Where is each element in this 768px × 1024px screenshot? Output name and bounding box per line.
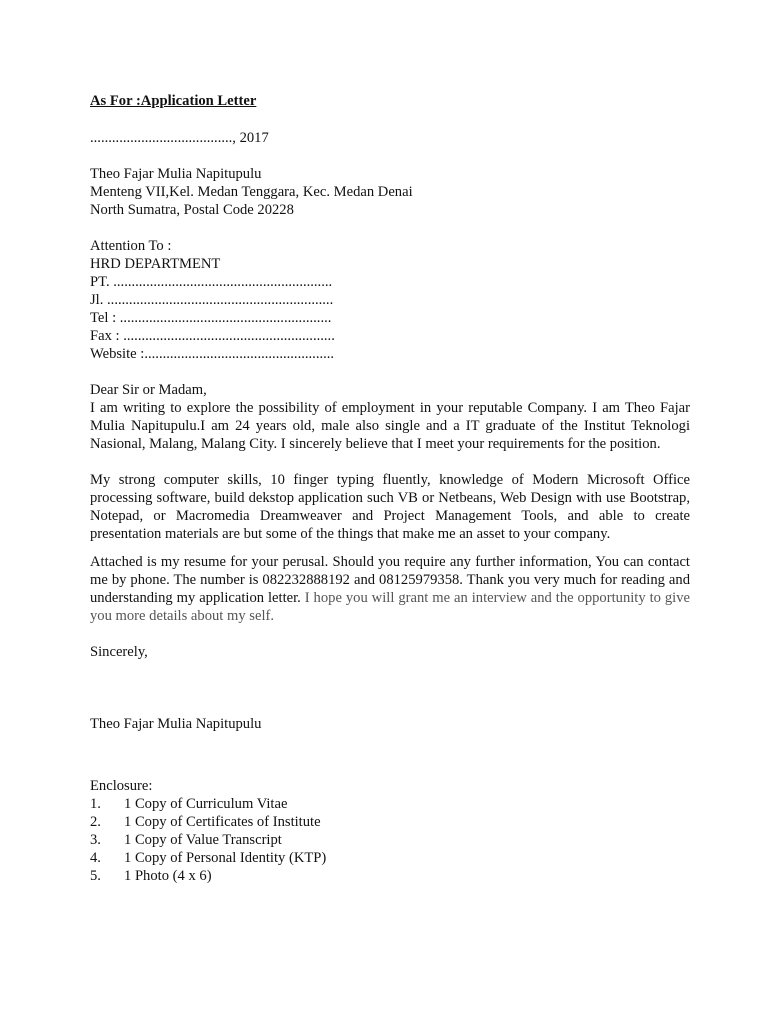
recipient-attention: Attention To : (90, 238, 172, 254)
sender-address-block (90, 165, 690, 219)
recipient-department: HRD DEPARTMENT (90, 256, 221, 272)
date-line (90, 129, 690, 147)
body-paragraph-3-main: Attached is my resume for your perusal. Should you require any further information, You can contact me by phone. The number is 082232888192 and 08125979358. Thank you very much for reading and understanding my application letter. (90, 554, 690, 606)
recipient-tel: Tel : .......................................................... (90, 310, 332, 326)
body-paragraph-3 (90, 553, 690, 625)
enclosure-item (90, 795, 690, 813)
enclosure-number: 4. (90, 850, 101, 866)
enclosure-text: 1 Copy of Curriculum Vitae (124, 796, 288, 812)
enclosure-text: 1 Copy of Value Transcript (124, 832, 282, 848)
sender-name: Theo Fajar Mulia Napitupulu (90, 166, 262, 182)
recipient-company: PT. ............................................................ (90, 274, 333, 290)
closing: Sincerely, (90, 644, 148, 660)
enclosure-list (90, 795, 690, 885)
enclosure-item (90, 849, 690, 867)
sender-address-line1: Menteng VII,Kel. Medan Tenggara, Kec. Medan Denai (90, 184, 413, 200)
body-paragraph-1: I am writing to explore the possibility of employment in your reputable Company. I am Theo Fajar Mulia Napitupulu.I am 24 years old, male also single and a IT graduate of the Institut Teknologi Nasional, Malang, Malang City. I sincerely believe that I meet your requirements for the position. (90, 400, 690, 452)
enclosure-number: 1. (90, 796, 101, 812)
date-line-text: ......................................., 2017 (90, 130, 269, 146)
enclosure-item (90, 831, 690, 849)
recipient-fax: Fax : .......................................................... (90, 328, 335, 344)
body-paragraph-2: My strong computer skills, 10 finger typing fluently, knowledge of Modern Microsoft Office processing software, build dekstop application such VB or Netbeans, Web Design with use Bootstrap, Notepad, or Macromedia Dreamweaver and Project Management Tools, and able to create presentation materials are but some of the things that make me an asset to your company. (90, 472, 690, 542)
body-paragraph-3-tail: I hope you will grant me an interview and the opportunity to give you more details about my self. (90, 590, 691, 624)
enclosure-text: 1 Copy of Certificates of Institute (124, 814, 321, 830)
enclosure-spacer (90, 733, 690, 777)
signature-space (90, 661, 690, 715)
enclosure-item (90, 867, 690, 885)
enclosure-number: 3. (90, 832, 101, 848)
sender-address-line2: North Sumatra, Postal Code 20228 (90, 202, 294, 218)
letter-heading: As For :Application Letter (90, 93, 257, 109)
enclosure-label: Enclosure: (90, 778, 153, 794)
enclosure-item (90, 813, 690, 831)
enclosure-text: 1 Copy of Personal Identity (KTP) (124, 850, 327, 866)
recipient-website: Website :.................................................... (90, 346, 335, 362)
recipient-street: Jl. .............................................................. (90, 292, 334, 308)
signature-name: Theo Fajar Mulia Napitupulu (90, 716, 262, 732)
salutation: Dear Sir or Madam, (90, 382, 207, 398)
enclosure-text: 1 Photo (4 x 6) (124, 868, 212, 884)
recipient-block (90, 237, 690, 363)
letter-page (90, 92, 690, 885)
enclosure-number: 2. (90, 814, 101, 830)
enclosure-number: 5. (90, 868, 101, 884)
